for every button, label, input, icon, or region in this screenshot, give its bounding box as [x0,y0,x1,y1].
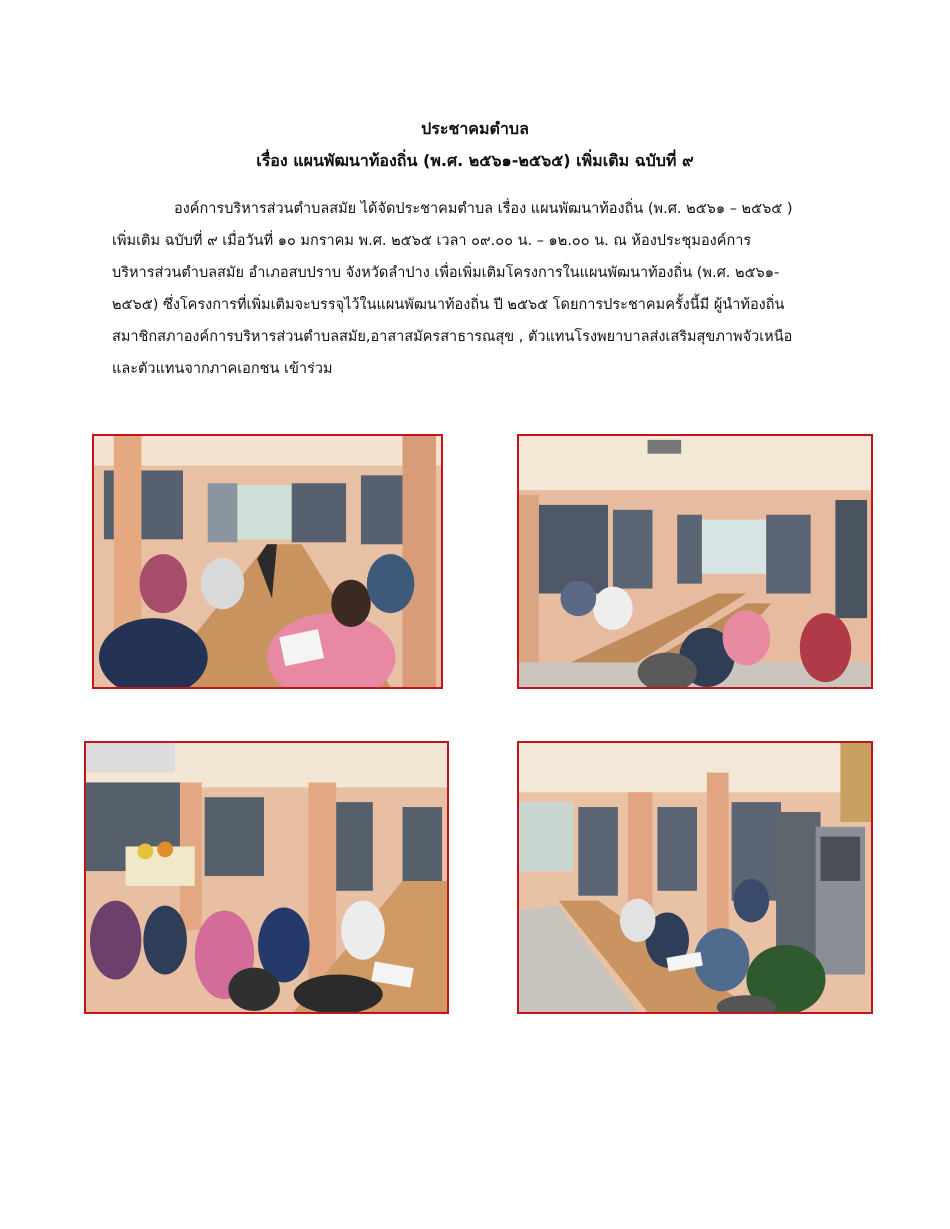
body-paragraph [112,193,840,385]
title-line-1: ประชาคมตำบล [421,119,529,138]
meeting-photo-4 [517,741,873,1014]
meeting-photo-1 [92,434,443,689]
paragraph-line: เพิ่มเติม ฉบับที่ ๙ เมื่อวันที่ ๑๐ มกราคม พ.ศ. ๒๕๖๕ เวลา ๐๙.๐๐ น. – ๑๒.๐๐ น. ณ ห้องประชุมองค์การ [112,233,752,249]
paragraph-line: และตัวแทนจากภาคเอกชน เข้าร่วม [112,361,333,377]
meeting-photo-1-image [94,436,441,687]
paragraph-line: สมาชิกสภาองค์การบริหารส่วนตำบลสมัย,อาสาสมัครสาธารณสุข , ตัวแทนโรงพยาบาลส่งเสริมสุขภาพจัวเหนือ [112,329,793,345]
meeting-photo-2-image [519,436,871,687]
paragraph-line: ๒๕๖๕) ซึ่งโครงการที่เพิ่มเติมจะบรรจุไว้ในแผนพัฒนาท้องถิ่น ปี ๒๕๖๕ โดยการประชาคมครั้งนี้มี ผู้นำท้องถิ่น [112,297,785,313]
meeting-photo-4-image [519,743,871,1012]
meeting-photo-3 [84,741,449,1014]
title-line-2: เรื่อง แผนพัฒนาท้องถิ่น (พ.ศ. ๒๕๖๑-๒๕๖๕) เพิ่มเติม ฉบับที่ ๙ [256,151,694,170]
paragraph-line: องค์การบริหารส่วนตำบลสมัย ได้จัดประชาคมตำบล เรื่อง แผนพัฒนาท้องถิ่น (พ.ศ. ๒๕๖๑ – ๒๕๖๕ ) [174,201,793,217]
meeting-photo-3-image [86,743,447,1012]
paragraph-line: บริหารส่วนตำบลสมัย อำเภอสบปราบ จังหวัดลำปาง เพื่อเพิ่มเติมโครงการในแผนพัฒนาท้องถิ่น (พ.ศ. ๒๕๖๑- [112,265,780,281]
meeting-photo-2 [517,434,873,689]
